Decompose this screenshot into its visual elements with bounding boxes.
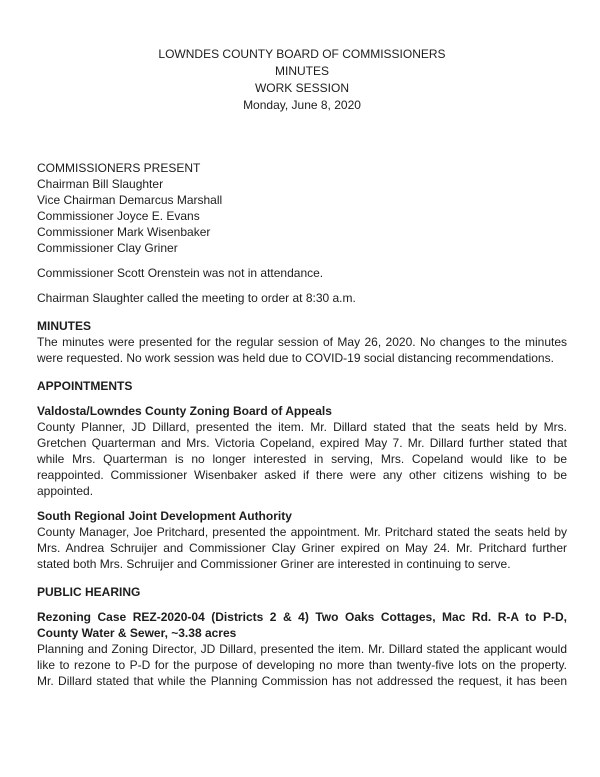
minutes-body: The minutes were presented for the regular session of May 26, 2020. No changes to the minutes were requested. No work session was held due to COVID-19 social distancing recommendations. bbox=[37, 335, 567, 365]
appointment-title: South Regional Joint Development Authority bbox=[37, 509, 292, 523]
commissioner-name: Commissioner Mark Wisenbaker bbox=[37, 225, 211, 239]
section-heading-minutes: MINUTES bbox=[37, 319, 91, 333]
appointment-body: County Planner, JD Dillard, presented the item. Mr. Dillard stated that the seats held by Mrs. Gretchen Quarterman and Mrs. Victoria Copeland, expired May 7. Mr. Dillard further stated that while Mrs. Quarterman is no longer interested in serving, Mrs. Copeland would like to be reappointed. Commissioner Wisenbaker asked if there were any other citizens wishing to be appointed. bbox=[37, 420, 567, 498]
absent-note: Commissioner Scott Orenstein was not in attendance. bbox=[37, 266, 324, 280]
commissioners-present-block bbox=[37, 160, 567, 256]
commissioner-name: Commissioner Clay Griner bbox=[37, 241, 178, 255]
appointment-item-joint-development bbox=[37, 508, 567, 572]
section-heading-appointments: APPOINTMENTS bbox=[37, 379, 133, 393]
hearing-title: Rezoning Case REZ-2020-04 (Districts 2 & 4) Two Oaks Cottages, Mac Rd. R-A to P-D, County Water & Sewer, ~3.38 acres bbox=[37, 610, 567, 640]
commissioner-name: Chairman Bill Slaughter bbox=[37, 177, 164, 191]
section-minutes bbox=[37, 318, 567, 366]
hearing-body: Planning and Zoning Director, JD Dillard, presented the item. Mr. Dillard stated the applicant would like to rezone to P-D for the purpose of developing no more than twenty-five lots on the property. Mr. Dillard stated that while the Planning Commission has not addressed the request, it has been bbox=[37, 642, 567, 688]
commissioner-name: Vice Chairman Demarcus Marshall bbox=[37, 193, 223, 207]
document-title: LOWNDES COUNTY BOARD OF COMMISSIONERS bbox=[158, 47, 446, 61]
hearing-item-rezoning-case bbox=[37, 609, 567, 689]
section-heading-public-hearing: PUBLIC HEARING bbox=[37, 585, 141, 599]
document-subtitle-session: WORK SESSION bbox=[254, 81, 349, 95]
appointment-title: Valdosta/Lowndes County Zoning Board of Appeals bbox=[37, 404, 332, 418]
document-header bbox=[37, 46, 567, 114]
section-appointments bbox=[37, 378, 567, 572]
commissioners-present-heading: COMMISSIONERS PRESENT bbox=[37, 161, 201, 175]
call-to-order-note: Chairman Slaughter called the meeting to order at 8:30 a.m. bbox=[37, 291, 356, 305]
appointment-body: County Manager, Joe Pritchard, presented the appointment. Mr. Pritchard stated the seats held by Mrs. Andrea Schruijer and Commissioner Clay Griner expired on May 24. Mr. Pritchard further stated both Mrs. Schruijer and Commissioner Griner are interested in continuing to serve. bbox=[37, 525, 567, 571]
commissioner-name: Commissioner Joyce E. Evans bbox=[37, 209, 200, 223]
document-date: Monday, June 8, 2020 bbox=[243, 98, 361, 112]
section-public-hearing bbox=[37, 584, 567, 689]
document-subtitle-minutes: MINUTES bbox=[275, 64, 329, 78]
appointment-item-zoning-board bbox=[37, 403, 567, 499]
